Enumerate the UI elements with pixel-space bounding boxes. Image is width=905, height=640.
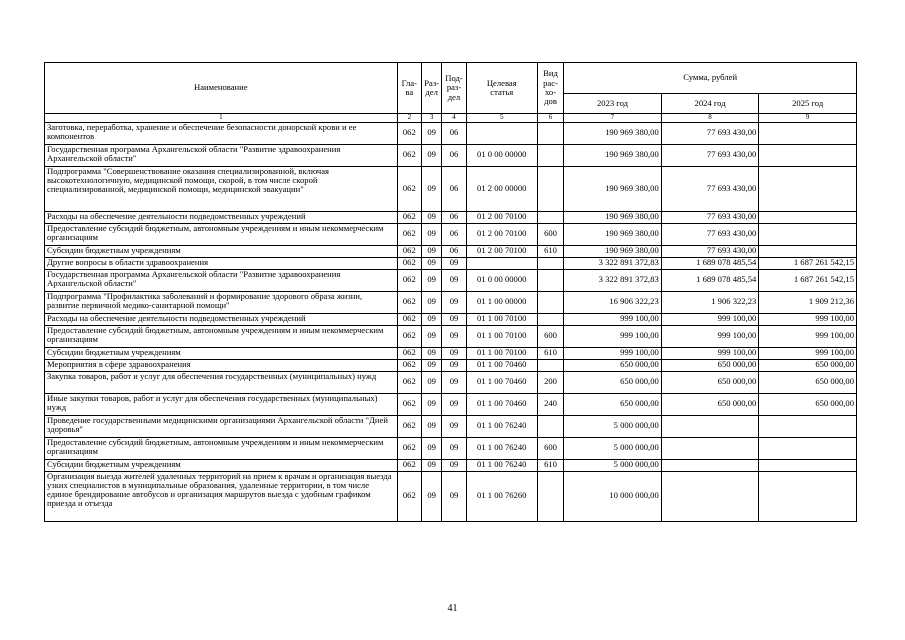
row-name: Предоставление субсидий бюджетным, автономным учреждениям и иным некоммерческим организациям	[45, 325, 398, 347]
header-name: Наименование	[45, 63, 398, 114]
row-target: 01 1 00 76240	[466, 415, 537, 437]
row-podrazdel: 09	[442, 437, 466, 459]
row-razdel: 09	[422, 166, 442, 211]
row-sum-2024: 650 000,00	[661, 359, 759, 371]
row-sum-2025: 1 687 261 542,15	[759, 269, 857, 291]
row-razdel: 09	[422, 471, 442, 521]
row-name: Предоставление субсидий бюджетным, автономным учреждениям и иным некоммерческим организациям	[45, 223, 398, 245]
row-razdel: 09	[422, 415, 442, 437]
row-podrazdel: 09	[442, 459, 466, 471]
row-vid: 600	[537, 223, 563, 245]
row-glava: 062	[397, 211, 421, 223]
table-row	[45, 313, 857, 325]
row-sum-2024: 77 693 430,00	[661, 223, 759, 245]
row-sum-2025	[759, 471, 857, 521]
header-sum: Сумма, рублей	[564, 63, 857, 94]
col-index: 7	[564, 114, 662, 123]
row-name: Расходы на обеспечение деятельности подведомственных учреждений	[45, 211, 398, 223]
row-glava: 062	[397, 347, 421, 359]
row-sum-2025	[759, 166, 857, 211]
table-body	[45, 122, 857, 521]
header-2024: 2024 год	[661, 94, 759, 114]
row-sum-2024: 77 693 430,00	[661, 166, 759, 211]
row-target: 01 2 00 70100	[466, 245, 537, 257]
table-row	[45, 393, 857, 415]
table-row	[45, 122, 857, 144]
row-target: 01 2 00 70100	[466, 211, 537, 223]
row-razdel: 09	[422, 347, 442, 359]
header-2023: 2023 год	[564, 94, 662, 114]
row-vid	[537, 415, 563, 437]
row-vid	[537, 291, 563, 313]
row-sum-2024	[661, 471, 759, 521]
row-razdel: 09	[422, 325, 442, 347]
row-sum-2025: 1 687 261 542,15	[759, 257, 857, 269]
row-podrazdel: 06	[442, 245, 466, 257]
row-name: Подпрограмма "Профилактика заболеваний и формирование здорового образа жизни, развитие первичной медико-санитарной помощи"	[45, 291, 398, 313]
row-name: Расходы на обеспечение деятельности подведомственных учреждений	[45, 313, 398, 325]
row-podrazdel: 09	[442, 291, 466, 313]
row-vid: 240	[537, 393, 563, 415]
row-sum-2023: 3 322 891 372,83	[564, 269, 662, 291]
row-razdel: 09	[422, 437, 442, 459]
row-vid	[537, 122, 563, 144]
row-glava: 062	[397, 144, 421, 166]
row-glava: 062	[397, 223, 421, 245]
row-sum-2023: 16 906 322,23	[564, 291, 662, 313]
row-sum-2023: 999 100,00	[564, 313, 662, 325]
row-sum-2024: 77 693 430,00	[661, 122, 759, 144]
table-row	[45, 257, 857, 269]
row-vid	[537, 166, 563, 211]
row-razdel: 09	[422, 211, 442, 223]
row-razdel: 09	[422, 371, 442, 393]
row-podrazdel: 06	[442, 122, 466, 144]
table-row	[45, 471, 857, 521]
table-row	[45, 223, 857, 245]
table-row	[45, 269, 857, 291]
row-glava: 062	[397, 245, 421, 257]
row-sum-2025: 650 000,00	[759, 393, 857, 415]
row-podrazdel: 06	[442, 223, 466, 245]
row-podrazdel: 09	[442, 393, 466, 415]
row-podrazdel: 09	[442, 347, 466, 359]
row-glava: 062	[397, 371, 421, 393]
table-row	[45, 359, 857, 371]
row-podrazdel: 09	[442, 325, 466, 347]
row-sum-2025	[759, 122, 857, 144]
row-razdel: 09	[422, 393, 442, 415]
row-name: Предоставление субсидий бюджетным, автономным учреждениям и иным некоммерческим организациям	[45, 437, 398, 459]
row-glava: 062	[397, 471, 421, 521]
header-glava: Гла- ва	[397, 63, 421, 114]
row-name: Закупка товаров, работ и услуг для обеспечения государственных (муниципальных) нужд	[45, 371, 398, 393]
row-target: 01 1 00 70460	[466, 359, 537, 371]
row-target: 01 1 00 76240	[466, 437, 537, 459]
row-sum-2023: 650 000,00	[564, 371, 662, 393]
row-podrazdel: 09	[442, 269, 466, 291]
row-razdel: 09	[422, 245, 442, 257]
row-target: 01 1 00 00000	[466, 291, 537, 313]
budget-table	[44, 62, 857, 522]
row-razdel: 09	[422, 291, 442, 313]
table-row	[45, 166, 857, 211]
row-sum-2024: 1 689 078 485,54	[661, 257, 759, 269]
row-name: Субсидии бюджетным учреждениям	[45, 347, 398, 359]
col-index: 1	[45, 114, 398, 123]
table-row	[45, 437, 857, 459]
row-sum-2023: 190 969 380,00	[564, 144, 662, 166]
row-sum-2024: 999 100,00	[661, 347, 759, 359]
row-sum-2023: 5 000 000,00	[564, 437, 662, 459]
row-vid: 600	[537, 325, 563, 347]
row-glava: 062	[397, 257, 421, 269]
row-glava: 062	[397, 166, 421, 211]
row-name: Мероприятия в сфере здравоохранения	[45, 359, 398, 371]
row-vid	[537, 211, 563, 223]
row-sum-2025	[759, 211, 857, 223]
row-sum-2024	[661, 437, 759, 459]
row-sum-2023: 190 969 380,00	[564, 122, 662, 144]
row-sum-2025	[759, 415, 857, 437]
row-glava: 062	[397, 269, 421, 291]
row-name: Государственная программа Архангельской области "Развитие здравоохранения Архангельской области"	[45, 269, 398, 291]
table-row	[45, 371, 857, 393]
header-target: Целевая статья	[466, 63, 537, 114]
row-sum-2025: 650 000,00	[759, 359, 857, 371]
row-vid	[537, 359, 563, 371]
row-target	[466, 122, 537, 144]
row-vid: 610	[537, 347, 563, 359]
row-sum-2023: 3 322 891 372,83	[564, 257, 662, 269]
row-sum-2025: 1 909 212,36	[759, 291, 857, 313]
row-name: Государственная программа Архангельской области "Развитие здравоохранения Архангельской области"	[45, 144, 398, 166]
row-target: 01 2 00 70100	[466, 223, 537, 245]
row-target: 01 1 00 70460	[466, 393, 537, 415]
row-sum-2023: 650 000,00	[564, 393, 662, 415]
row-name: Иные закупки товаров, работ и услуг для обеспечения государственных (муниципальных) нужд	[45, 393, 398, 415]
row-sum-2024: 650 000,00	[661, 371, 759, 393]
row-podrazdel: 06	[442, 211, 466, 223]
table-row	[45, 459, 857, 471]
row-sum-2023: 190 969 380,00	[564, 245, 662, 257]
row-sum-2024	[661, 459, 759, 471]
row-razdel: 09	[422, 144, 442, 166]
row-sum-2024: 999 100,00	[661, 313, 759, 325]
row-podrazdel: 06	[442, 144, 466, 166]
row-sum-2023: 190 969 380,00	[564, 211, 662, 223]
row-glava: 062	[397, 437, 421, 459]
row-target: 01 1 00 76240	[466, 459, 537, 471]
header-2025: 2025 год	[759, 94, 857, 114]
row-name: Субсидии бюджетным учреждениям	[45, 459, 398, 471]
row-podrazdel: 09	[442, 257, 466, 269]
header-vid: Вид рас- хо- дов	[537, 63, 563, 114]
row-vid: 610	[537, 459, 563, 471]
header-podrazdel: Под- раз- дел	[442, 63, 466, 114]
column-index-row	[45, 114, 857, 123]
row-vid	[537, 313, 563, 325]
row-sum-2023: 10 000 000,00	[564, 471, 662, 521]
row-name: Субсидии бюджетным учреждениям	[45, 245, 398, 257]
col-index: 2	[397, 114, 421, 123]
row-target: 01 1 00 70100	[466, 347, 537, 359]
row-glava: 062	[397, 359, 421, 371]
row-vid	[537, 471, 563, 521]
col-index: 3	[422, 114, 442, 123]
row-sum-2025: 999 100,00	[759, 347, 857, 359]
row-vid: 610	[537, 245, 563, 257]
row-glava: 062	[397, 415, 421, 437]
row-target	[466, 257, 537, 269]
row-sum-2025: 650 000,00	[759, 371, 857, 393]
row-target: 01 2 00 00000	[466, 166, 537, 211]
table-row	[45, 347, 857, 359]
row-razdel: 09	[422, 459, 442, 471]
row-sum-2025	[759, 223, 857, 245]
row-name: Другие вопросы в области здравоохранения	[45, 257, 398, 269]
row-sum-2025: 999 100,00	[759, 313, 857, 325]
row-target: 01 1 00 70460	[466, 371, 537, 393]
row-sum-2025	[759, 245, 857, 257]
row-sum-2024: 77 693 430,00	[661, 144, 759, 166]
row-target: 01 0 00 00000	[466, 144, 537, 166]
row-vid: 600	[537, 437, 563, 459]
row-razdel: 09	[422, 269, 442, 291]
row-name: Заготовка, переработка, хранение и обеспечение безопасности донорской крови и ее компонентов	[45, 122, 398, 144]
row-sum-2025	[759, 144, 857, 166]
row-name: Подпрограмма "Совершенствование оказания специализированной, включая высокотехнологичную, медицинской помощи, скорой, в том числе скорой специализированной, медицинской помощи, медицинской эвакуации"	[45, 166, 398, 211]
row-glava: 062	[397, 313, 421, 325]
table-row	[45, 415, 857, 437]
row-vid	[537, 144, 563, 166]
row-vid: 200	[537, 371, 563, 393]
row-sum-2024: 1 906 322,23	[661, 291, 759, 313]
row-vid	[537, 257, 563, 269]
row-glava: 062	[397, 291, 421, 313]
page-number: 41	[447, 603, 458, 614]
row-sum-2023: 5 000 000,00	[564, 415, 662, 437]
row-sum-2024: 999 100,00	[661, 325, 759, 347]
row-sum-2024	[661, 415, 759, 437]
table-row	[45, 245, 857, 257]
row-target: 01 0 00 00000	[466, 269, 537, 291]
row-podrazdel: 09	[442, 359, 466, 371]
row-sum-2023: 999 100,00	[564, 347, 662, 359]
table-row	[45, 325, 857, 347]
col-index: 6	[537, 114, 563, 123]
row-razdel: 09	[422, 122, 442, 144]
row-razdel: 09	[422, 257, 442, 269]
row-podrazdel: 09	[442, 371, 466, 393]
row-podrazdel: 09	[442, 415, 466, 437]
row-sum-2024: 77 693 430,00	[661, 245, 759, 257]
row-sum-2024: 77 693 430,00	[661, 211, 759, 223]
row-glava: 062	[397, 459, 421, 471]
row-podrazdel: 06	[442, 166, 466, 211]
row-podrazdel: 09	[442, 313, 466, 325]
row-razdel: 09	[422, 313, 442, 325]
row-sum-2023: 999 100,00	[564, 325, 662, 347]
row-sum-2024: 1 689 078 485,54	[661, 269, 759, 291]
row-sum-2024: 650 000,00	[661, 393, 759, 415]
row-target: 01 1 00 76260	[466, 471, 537, 521]
col-index: 5	[466, 114, 537, 123]
row-razdel: 09	[422, 359, 442, 371]
row-target: 01 1 00 70100	[466, 325, 537, 347]
row-glava: 062	[397, 393, 421, 415]
row-sum-2023: 5 000 000,00	[564, 459, 662, 471]
row-target: 01 1 00 70100	[466, 313, 537, 325]
header-razdel: Раз- дел	[422, 63, 442, 114]
table-row	[45, 144, 857, 166]
row-sum-2023: 190 969 380,00	[564, 166, 662, 211]
row-glava: 062	[397, 122, 421, 144]
row-podrazdel: 09	[442, 471, 466, 521]
row-sum-2025	[759, 437, 857, 459]
table-row	[45, 291, 857, 313]
col-index: 8	[661, 114, 759, 123]
row-glava: 062	[397, 325, 421, 347]
row-sum-2023: 190 969 380,00	[564, 223, 662, 245]
row-vid	[537, 269, 563, 291]
table-row	[45, 211, 857, 223]
row-name: Проведение государственными медицинскими организациями Архангельской области "Дней здоровья"	[45, 415, 398, 437]
row-name: Организация выезда жителей удаленных территорий на прием к врачам и организация выезда узких специалистов в муниципальные образования, удаленные территории, в том числе единое брендирование автобусов и организация маршрутов выезда с удобным графиком приезда и отъезда	[45, 471, 398, 521]
row-sum-2023: 650 000,00	[564, 359, 662, 371]
row-razdel: 09	[422, 223, 442, 245]
row-sum-2025: 999 100,00	[759, 325, 857, 347]
row-sum-2025	[759, 459, 857, 471]
col-index: 4	[442, 114, 466, 123]
col-index: 9	[759, 114, 857, 123]
